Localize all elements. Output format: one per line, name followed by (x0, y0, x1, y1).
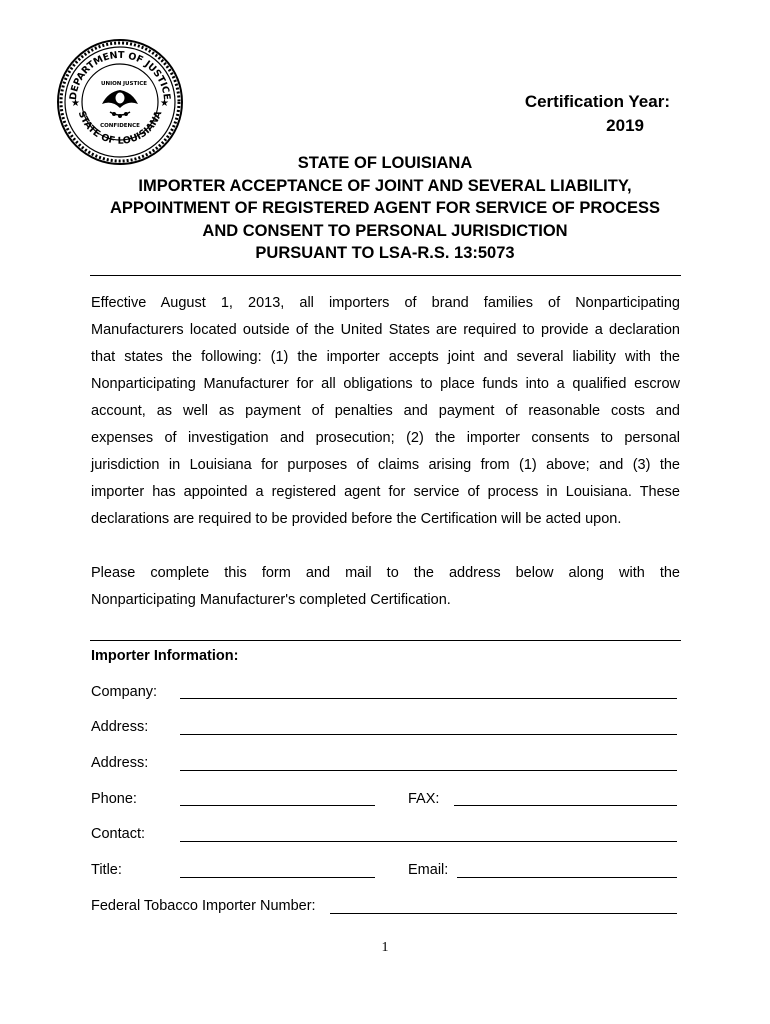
email-field[interactable] (457, 877, 677, 878)
paragraph-line: account, as well as payment of penalties and payment of reasonable costs and (91, 403, 680, 419)
seal-banner-bottom: CONFIDENCE (100, 123, 140, 129)
form-divider (90, 640, 681, 641)
address-1-label: Address: (91, 719, 149, 735)
fax-label: FAX: (408, 791, 440, 807)
certification-year-label: Certification Year: (524, 92, 670, 111)
paragraph-line: Manufacturers located outside of the United States are required to provide a declaration (91, 322, 680, 338)
paragraph-line: Nonparticipating Manufacturer's completed Certification. (91, 592, 451, 608)
intro-paragraph (91, 290, 680, 533)
paragraph-line: declarations are required to be provided before the Certification will be acted upon. (91, 511, 622, 527)
certification-year-value: 2019 (606, 116, 644, 135)
federal-importer-number-label: Federal Tobacco Importer Number: (91, 898, 316, 914)
seal-bottom-text: STATE OF LOUISIANA (75, 109, 165, 147)
contact-label: Contact: (91, 826, 145, 842)
address-1-field[interactable] (180, 734, 677, 735)
paragraph-line: jurisdiction in Louisiana for purposes of claims arising from (1) above; and (3) the (91, 457, 680, 473)
email-label: Email: (408, 862, 449, 878)
title-line: PURSUANT TO LSA-R.S. 13:5073 (255, 244, 515, 262)
fax-field[interactable] (454, 805, 677, 806)
title-label: Title: (91, 862, 122, 878)
seal-graphic (56, 38, 184, 166)
title-line: APPOINTMENT OF REGISTERED AGENT FOR SERVICE OF PROCESS (109, 199, 661, 217)
paragraph-line: Nonparticipating Manufacturer for all obligations to place funds into a qualified escrow (91, 376, 680, 392)
address-2-field[interactable] (180, 770, 677, 771)
department-of-justice-seal (56, 38, 184, 166)
seal-banner-left: UNION (101, 81, 122, 87)
importer-information-heading: Importer Information: (91, 648, 239, 664)
contact-field[interactable] (180, 841, 677, 842)
page-number: 1 (381, 940, 389, 955)
seal-star-left-icon: ★ (71, 98, 80, 109)
company-field[interactable] (180, 698, 677, 699)
seal-star-right-icon: ★ (160, 98, 169, 109)
title-line: STATE OF LOUISIANA (297, 154, 473, 172)
paragraph-line: importer has appointed a registered agent for service of process in Louisiana. These (91, 484, 680, 500)
title-field[interactable] (180, 877, 375, 878)
paragraph-line: Effective August 1, 2013, all importers of brand families of Nonparticipating (91, 295, 680, 311)
phone-field[interactable] (180, 805, 375, 806)
instructions-paragraph (91, 560, 680, 614)
title-line: IMPORTER ACCEPTANCE OF JOINT AND SEVERAL LIABILITY, (138, 176, 632, 195)
federal-importer-number-field[interactable] (330, 913, 677, 914)
seal-top-text: DEPARTMENT OF JUSTICE (67, 49, 173, 101)
phone-label: Phone: (91, 791, 137, 807)
seal-banner-right: JUSTICE (123, 81, 148, 87)
company-label: Company: (91, 684, 158, 700)
document-title (60, 152, 710, 265)
paragraph-line: Please complete this form and mail to the address below along with the (91, 565, 680, 581)
paragraph-line: that states the following: (1) the importer accepts joint and several liability with the (91, 349, 680, 365)
title-divider (90, 275, 681, 276)
paragraph-line: expenses of investigation and prosecution; (2) the importer consents to personal (91, 430, 680, 446)
title-line: AND CONSENT TO PERSONAL JURISDICTION (202, 221, 568, 240)
address-2-label: Address: (91, 755, 149, 771)
